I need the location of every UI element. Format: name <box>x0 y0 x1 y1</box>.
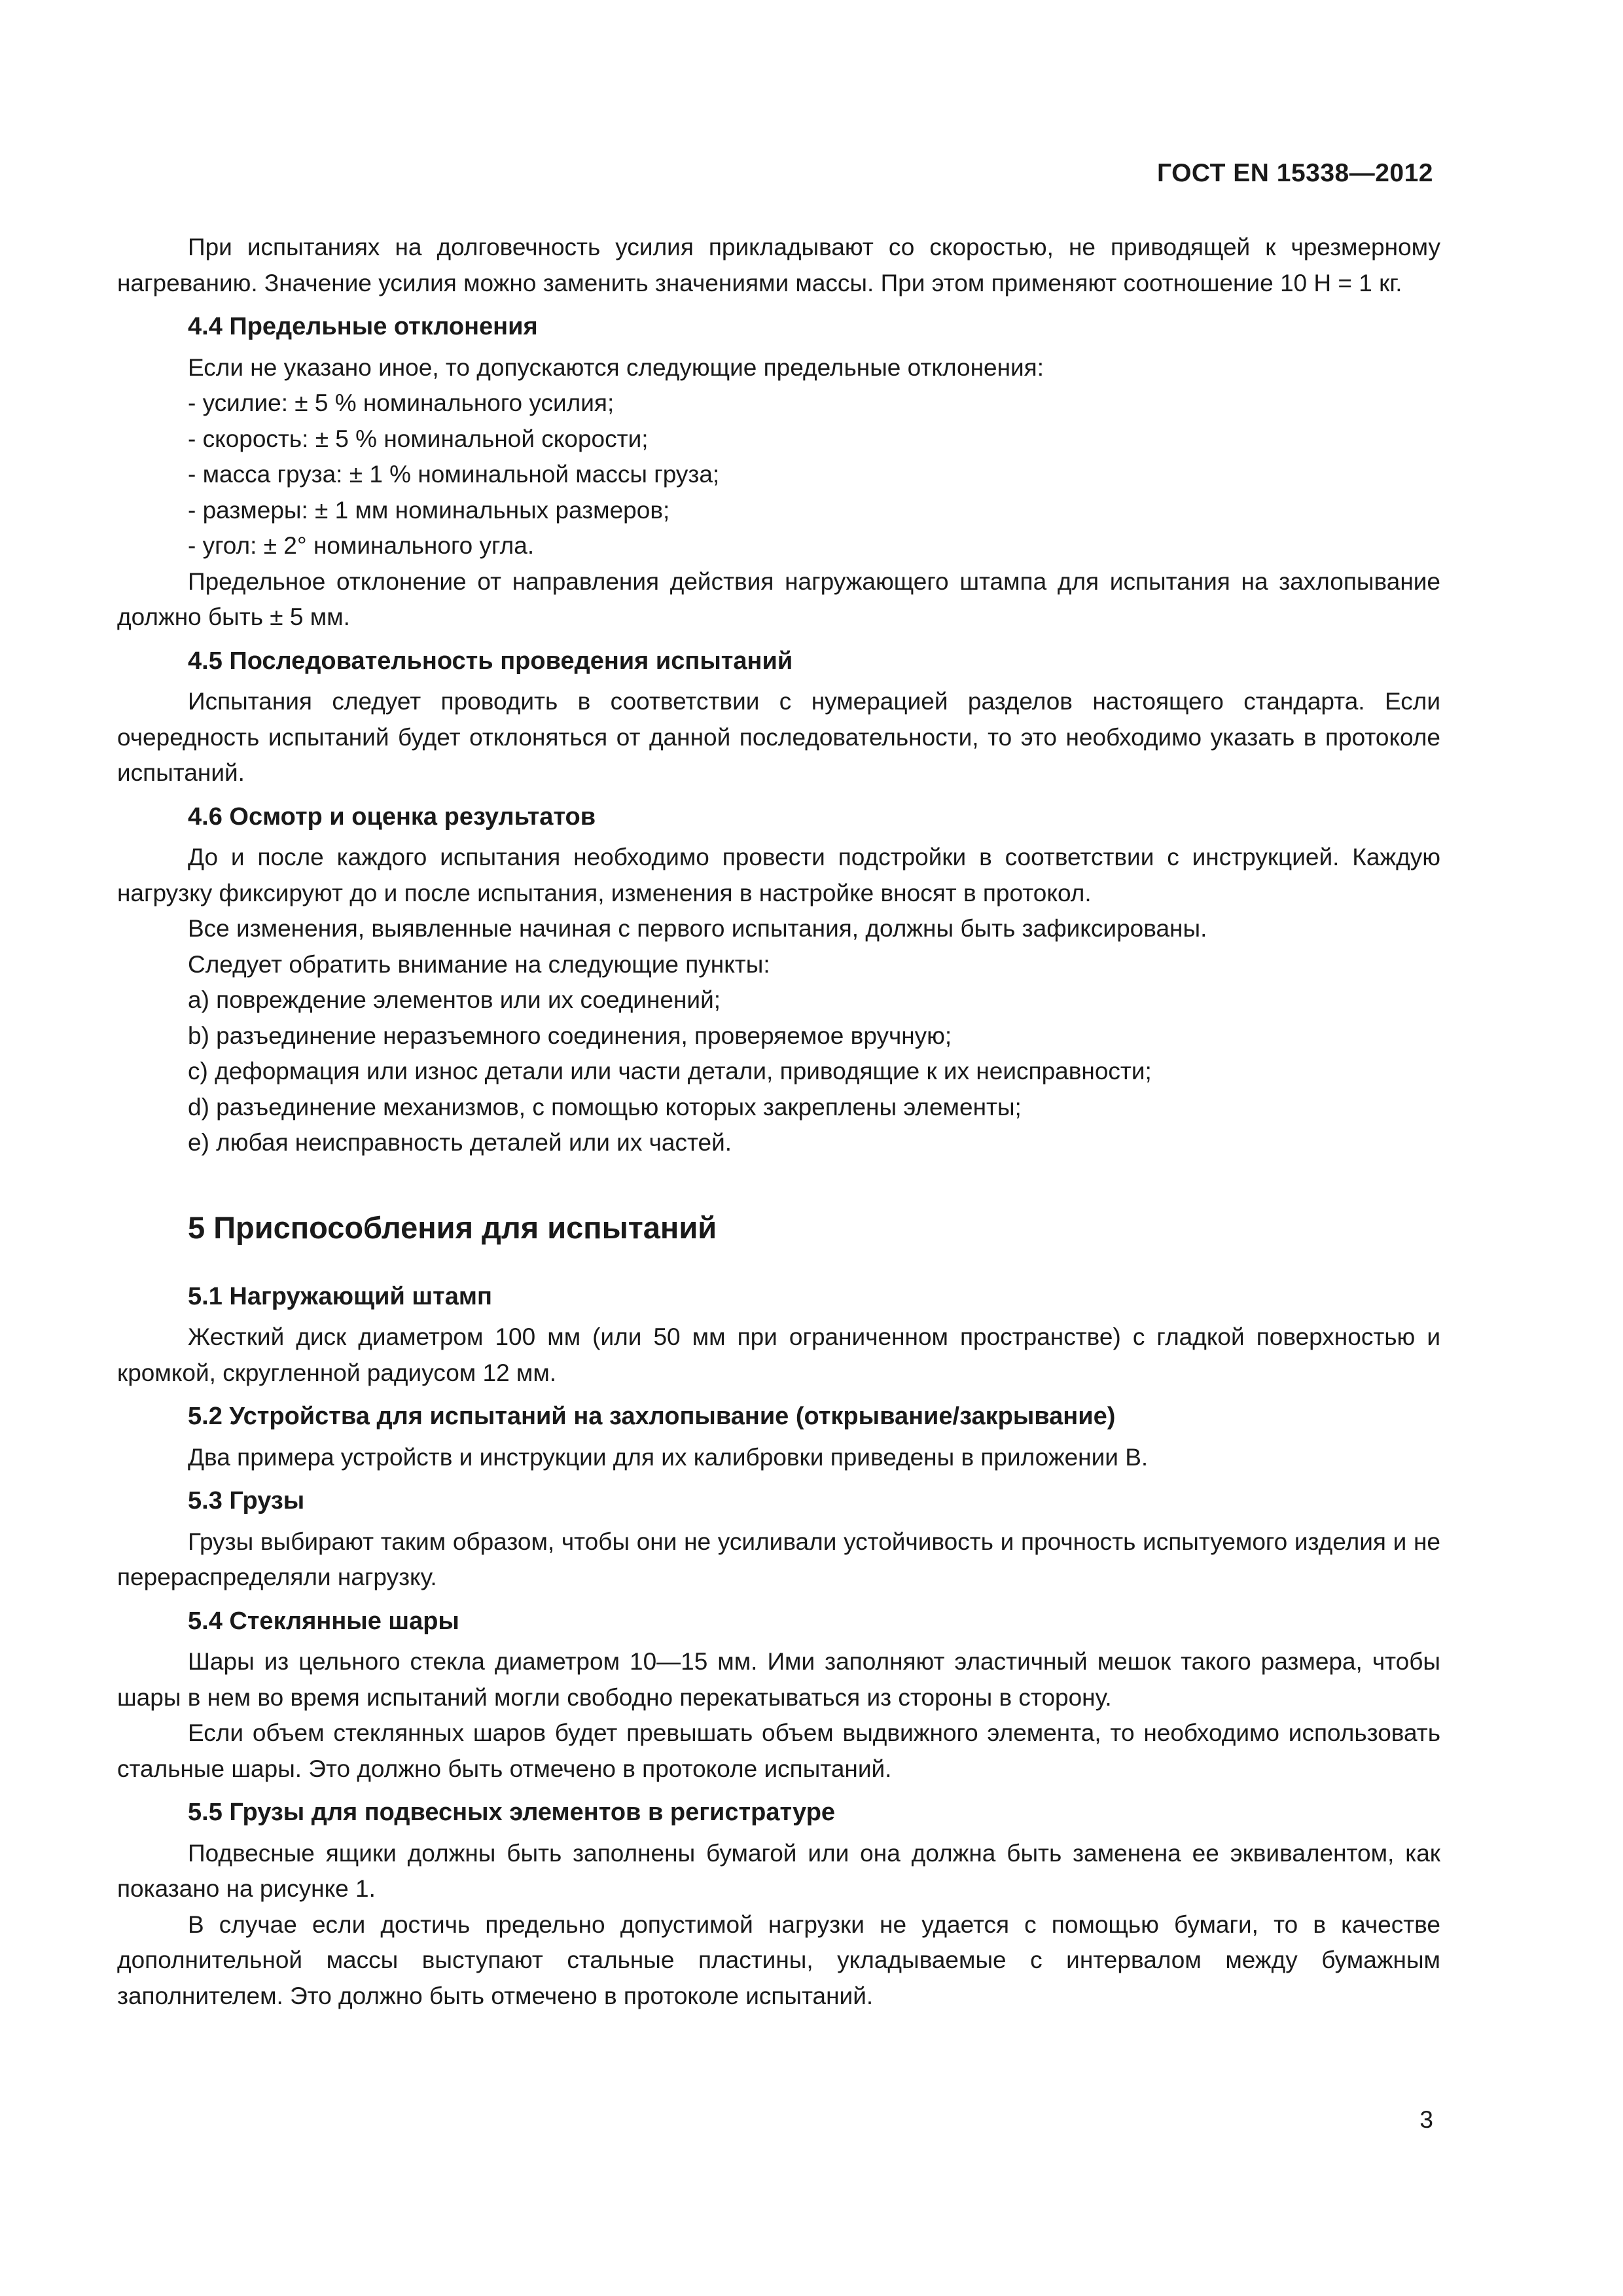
list-item: - усилие: ± 5 % номинального усилия; <box>188 389 615 416</box>
section-5-heading: 5 Приспособления для испытаний <box>188 1210 717 1245</box>
section-5-3-heading: 5.3 Грузы <box>188 1487 305 1515</box>
list-item: b) разъединение неразъемного соединения, проверяемое вручную; <box>188 1022 952 1049</box>
list-item: d) разъединение механизмов, с помощью которых закреплены элементы; <box>188 1093 1022 1121</box>
section-5-4-heading: 5.4 Стеклянные шары <box>188 1607 459 1635</box>
list-item: - масса груза: ± 1 % номинальной массы груза; <box>188 461 720 488</box>
page-number: 3 <box>1419 2106 1433 2133</box>
section-4-4-lead: Если не указано иное, то допускаются следующие предельные отклонения: <box>188 353 1044 381</box>
section-4-6-heading: 4.6 Осмотр и оценка результатов <box>188 802 596 831</box>
section-5-3-text: Грузы выбирают таким образом, чтобы они не усиливали устойчивость и прочность испытуемого изделия и не перераспределяли нагрузку. <box>117 1528 1440 1590</box>
section-5-1-heading: 5.1 Нагружающий штамп <box>188 1282 492 1310</box>
list-item: - скорость: ± 5 % номинальной скорости; <box>188 425 649 452</box>
section-5-5-paragraph-2: В случае если достичь предельно допустимой нагрузки не удается с помощью бумаги, то в качестве дополнительной массы выступают стальные пластины, укладываемые с интервалом между бумажным заполнителем. Это должно быть отмечено в протоколе испытаний. <box>117 1910 1440 2009</box>
section-4-5-heading: 4.5 Последовательность проведения испытаний <box>188 647 793 675</box>
section-4-4-tail: Предельное отклонение от направления действия нагружающего штампа для испытания на захлопывание должно быть ± 5 мм. <box>117 567 1440 630</box>
list-item: c) деформация или износ детали или части детали, приводящие к их неисправности; <box>188 1058 1152 1085</box>
section-5-4-paragraph-2: Если объем стеклянных шаров будет превышать объем выдвижного элемента, то необходимо использовать стальные шары. Это должно быть отмечено в протоколе испытаний. <box>117 1719 1440 1782</box>
section-4-5-text: Испытания следует проводить в соответствии с нумерацией разделов настоящего стандарта. Если очередность испытаний будет отклоняться от данной последовательности, то это необходимо указать в протоколе испытаний. <box>117 688 1440 786</box>
section-5-4-paragraph-1: Шары из цельного стекла диаметром 10—15 мм. Ими заполняют эластичный мешок такого размера, чтобы шары в нем во время испытаний могли свободно перекатываться из стороны в сторону. <box>117 1648 1440 1711</box>
section-4-6-paragraph-2: Все изменения, выявленные начиная с первого испытания, должны быть зафиксированы. <box>188 915 1207 942</box>
list-item: e) любая неисправность деталей или их частей. <box>188 1129 732 1156</box>
section-5-5-heading: 5.5 Грузы для подвесных элементов в регистратуре <box>188 1799 836 1826</box>
list-item: - размеры: ± 1 мм номинальных размеров; <box>188 496 670 524</box>
section-4-4-heading: 4.4 Предельные отклонения <box>188 313 538 340</box>
section-5-2-text: Два примера устройств и инструкции для их калибровки приведены в приложении В. <box>188 1443 1149 1471</box>
section-5-1-text: Жесткий диск диаметром 100 мм (или 50 мм при ограниченном пространстве) с гладкой поверхностью и кромкой, скругленной радиусом 12 мм. <box>117 1323 1440 1386</box>
section-5-2-heading: 5.2 Устройства для испытаний на захлопывание (открывание/закрывание) <box>188 1403 1116 1430</box>
list-item: - угол: ± 2° номинального угла. <box>188 532 535 559</box>
section-4-6-paragraph-3: Следует обратить внимание на следующие пункты: <box>188 950 770 978</box>
list-item: a) повреждение элементов или их соединений; <box>188 986 721 1013</box>
document-header: ГОСТ EN 15338—2012 <box>1156 159 1433 187</box>
section-4-6-paragraph-1: До и после каждого испытания необходимо провести подстройки в соответствии с инструкцией. Каждую нагрузку фиксируют до и после испытания, изменения в настройке вносят в протокол. <box>117 844 1440 906</box>
section-5-5-paragraph-1: Подвесные ящики должны быть заполнены бумагой или она должна быть заменена ее эквивалентом, как показано на рисунке 1. <box>117 1839 1440 1902</box>
intro-paragraph: При испытаниях на долговечность усилия прикладывают со скоростью, не приводящей к чрезмерному нагреванию. Значение усилия можно заменить значениями массы. При этом применяют соотношение 10 Н = 1 кг. <box>117 234 1440 296</box>
page-content <box>117 230 1440 2014</box>
